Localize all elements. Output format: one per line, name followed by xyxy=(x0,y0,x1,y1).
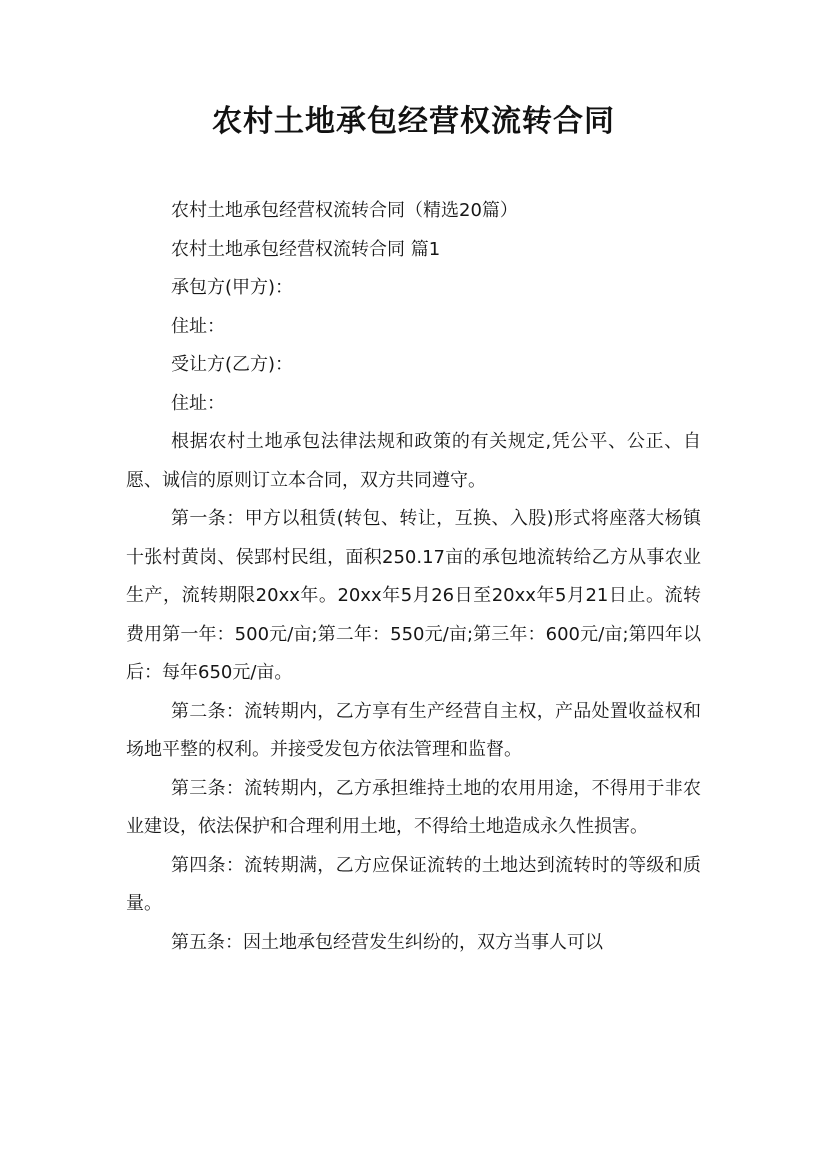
party-a-label: 承包方(甲方)： xyxy=(171,277,294,298)
party-b-address: 住址： xyxy=(171,392,225,414)
paragraph-article-2: 第二条：流转期内，乙方享有生产经营自主权，产品处置收益权和场地平整的权利。并接受发包方依法管理和监督。 xyxy=(126,700,701,760)
paragraph-article-4: 第四条：流转期满，乙方应保证流转的土地达到流转时的等级和质量。 xyxy=(126,854,701,914)
paragraph-article-1: 第一条：甲方以租赁(转包、转让，互换、入股)形式将座落大杨镇十张村黄岗、侯郢村民组，面积250.17亩的承包地流转给乙方从事农业生产，流转期限20xx年。20xx年5月26日至20xx年5月21日止。流转费用第一年：500元/亩;第二年：550元/亩;第三年：600元/亩;第四年以后：每年650元/亩。 xyxy=(126,508,701,683)
party-b-label: 受让方(乙方)： xyxy=(171,354,294,375)
section-heading: 农村土地承包经营权流转合同 篇1 xyxy=(171,238,441,260)
document-body xyxy=(126,192,701,962)
party-a-address: 住址： xyxy=(171,315,225,337)
paragraph-article-3: 第三条：流转期内，乙方承担维持土地的农用用途，不得用于非农业建设，依法保护和合理利用土地，不得给土地造成永久性损害。 xyxy=(126,777,701,837)
paragraph-article-5: 第五条：因土地承包经营发生纠纷的，双方当事人可以 xyxy=(171,931,603,953)
paragraph-preamble: 根据农村土地承包法律法规和政策的有关规定,凭公平、公正、自愿、诚信的原则订立本合同，双方共同遵守。 xyxy=(126,431,701,491)
document-title: 农村土地承包经营权流转合同 xyxy=(212,104,615,139)
document-subtitle: 农村土地承包经营权流转合同（精选20篇） xyxy=(171,200,518,221)
